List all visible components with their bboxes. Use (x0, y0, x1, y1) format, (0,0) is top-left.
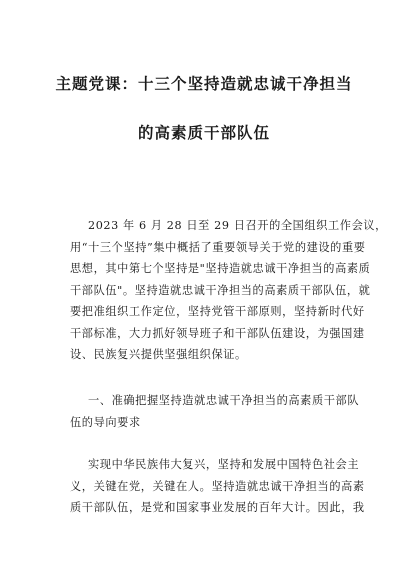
paragraph-intro (70, 215, 387, 366)
text-line: 伍的导向要求 (70, 415, 141, 429)
text-line: 质干部队伍，是党和国家事业发展的百年大计。因此，我 (70, 501, 365, 514)
text-line: 干部标准，大力抓好领导班子和干部队伍建设，为强国建 (70, 326, 365, 340)
paragraph-section-1 (70, 454, 365, 519)
text-line: 要把准组织工作定位，坚持党管干部原则，坚持新时代好 (70, 305, 365, 318)
text-line: 用“十三个坚持”集中概括了重要领导关于党的建设的重要 (70, 240, 366, 254)
text-line: 设、民族复兴提供坚强组织保证。 (70, 348, 247, 361)
text-line: 思想，其中第七个坚持是"坚持造就忠诚干净担当的高素质 (70, 262, 371, 275)
document-title-line-1: 主题党课：十三个坚持造就忠诚干净担当 (55, 75, 353, 93)
text-line: 实现中华民族伟大复兴，坚持和发展中国特色社会主 (88, 458, 360, 471)
text-line: 义，关键在党，关键在人。坚持造就忠诚干净担当的高素 (70, 479, 365, 493)
text-line: 干部队伍"。坚持造就忠诚干净担当的高素质干部队伍，就 (70, 283, 371, 297)
text-line: 一、准确把握坚持造就忠诚干净担当的高素质干部队 (88, 394, 360, 407)
section-heading-1 (70, 390, 360, 433)
document-title-line-2: 的高素质干部队伍 (137, 124, 270, 142)
text-line: 2023 年 6 月 28 日至 29 日召开的全国组织工作会议， (88, 219, 387, 232)
